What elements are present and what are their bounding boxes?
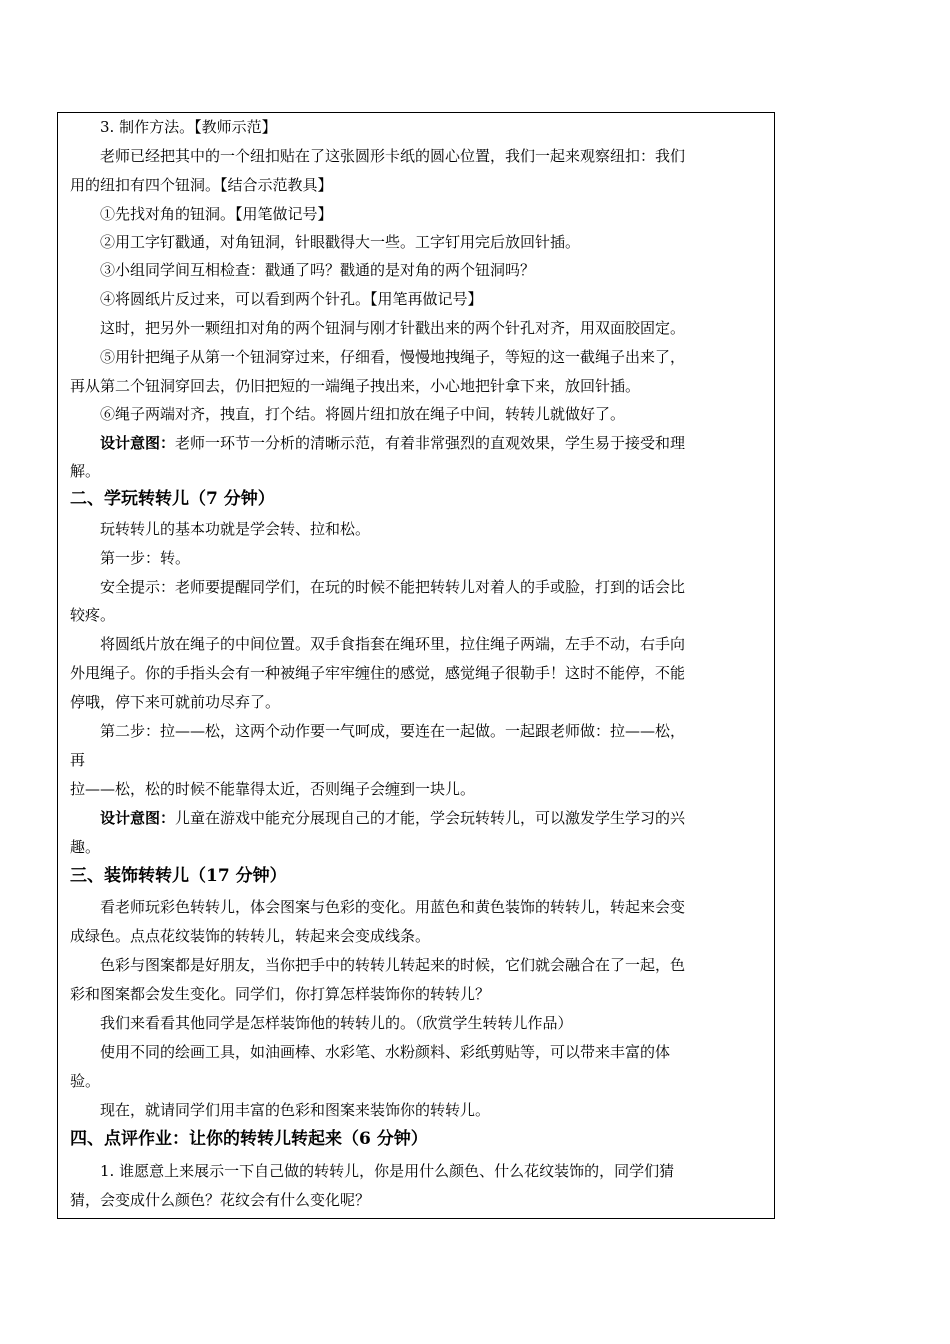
section-heading: 二、学玩转转儿（7 分钟） [70, 489, 275, 509]
paragraph-line: 用的纽扣有四个钮洞。【结合示范教具】 [70, 176, 333, 194]
paragraph-line: 玩转转儿的基本功就是学会转、拉和松。 [100, 520, 371, 538]
paragraph-line: 验。 [70, 1072, 101, 1090]
paragraph-line: ⑤用针把绳子从第一个钮洞穿过来，仔细看，慢慢地拽绳子，等短的这一截绳子出来了， [100, 348, 686, 366]
paragraph-line: ②用工字钉戳通，对角钮洞，针眼戳得大一些。工字钉用完后放回针插。 [100, 233, 581, 251]
section-heading: 三、装饰转转儿（17 分钟） [70, 866, 287, 886]
paragraph-line: 成绿色。点点花纹装饰的转转儿，转起来会变成线条。 [70, 927, 431, 945]
paragraph-line: 将圆纸片放在绳子的中间位置。双手食指套在绳环里，拉住绳子两端，左手不动，右手向 [100, 635, 686, 653]
design-intent-line [100, 434, 685, 453]
design-intent-text: 老师一环节一分析的清晰示范，有着非常强烈的直观效果，学生易于接受和理 [175, 434, 686, 452]
paragraph-line: 停哦，停下来可就前功尽弃了。 [70, 693, 281, 711]
paragraph-line: 现在，就请同学们用丰富的色彩和图案来装饰你的转转儿。 [100, 1101, 491, 1119]
paragraph-line: 猜，会变成什么颜色？花纹会有什么变化呢？ [70, 1191, 371, 1209]
paragraph-line: 1. 谁愿意上来展示一下自己做的转转儿，你是用什么颜色、什么花纹装饰的，同学们猜 [100, 1162, 675, 1180]
paragraph-line: 我们来看看其他同学是怎样装饰他的转转儿的。（欣赏学生转转儿作品） [100, 1014, 573, 1032]
paragraph-line: ④将圆纸片反过来，可以看到两个针孔。【用笔再做记号】 [100, 290, 483, 308]
paragraph-line: 趣。 [70, 838, 101, 856]
paragraph-line: ⑥绳子两端对齐，拽直，打个结。将圆片纽扣放在绳子中间，转转儿就做好了。 [100, 405, 626, 423]
paragraph-line: 解。 [70, 462, 101, 480]
paragraph-line: 彩和图案都会发生变化。同学们，你打算怎样装饰你的转转儿？ [70, 985, 491, 1003]
paragraph-line: ③小组同学间互相检查：戳通了吗？戳通的是对角的两个钮洞吗？ [100, 261, 536, 279]
paragraph-line: 第一步：转。 [100, 549, 191, 567]
paragraph-line: 第二步：拉——松，这两个动作要一气呵成，要连在一起做。一起跟老师做：拉——松， [100, 722, 686, 740]
paragraph-line: ①先找对角的钮洞。【用笔做记号】 [100, 205, 333, 223]
paragraph-line: 安全提示：老师要提醒同学们，在玩的时候不能把转转儿对着人的手或脸，打到的话会比 [100, 578, 686, 596]
paragraph-line: 看老师玩彩色转转儿，体会图案与色彩的变化。用蓝色和黄色装饰的转转儿，转起来会变 [100, 898, 686, 916]
paragraph-line: 老师已经把其中的一个纽扣贴在了这张圆形卡纸的圆心位置，我们一起来观察纽扣：我们 [100, 147, 686, 165]
paragraph-line: 3. 制作方法。【教师示范】 [100, 118, 277, 136]
design-intent-label: 设计意图： [100, 809, 176, 827]
paragraph-line: 拉——松，松的时候不能靠得太近，否则绳子会缠到一块儿。 [70, 780, 476, 798]
paragraph-line: 较疼。 [70, 606, 116, 624]
design-intent-line [100, 809, 685, 828]
paragraph-line: 再从第二个钮洞穿回去，仍旧把短的一端绳子拽出来，小心地把针拿下来，放回针插。 [70, 377, 641, 395]
design-intent-text: 儿童在游戏中能充分展现自己的才能，学会玩转转儿，可以激发学生学习的兴 [175, 809, 686, 827]
paragraph-line: 色彩与图案都是好朋友，当你把手中的转转儿转起来的时候，它们就会融合在了一起，色 [100, 956, 686, 974]
section-heading: 四、点评作业：让你的转转儿转起来（6 分钟） [70, 1129, 428, 1149]
paragraph-line: 使用不同的绘画工具，如油画棒、水彩笔、水粉颜料、彩纸剪贴等，可以带来丰富的体 [100, 1043, 671, 1061]
paragraph-line: 再 [70, 751, 86, 769]
design-intent-label: 设计意图： [100, 434, 176, 452]
paragraph-line: 外甩绳子。你的手指头会有一种被绳子牢牢缠住的感觉，感觉绳子很勒手！这时不能停，不能 [70, 664, 686, 682]
paragraph-line: 这时，把另外一颗纽扣对角的两个钮洞与刚才针戳出来的两个针孔对齐，用双面胶固定。 [100, 319, 686, 337]
